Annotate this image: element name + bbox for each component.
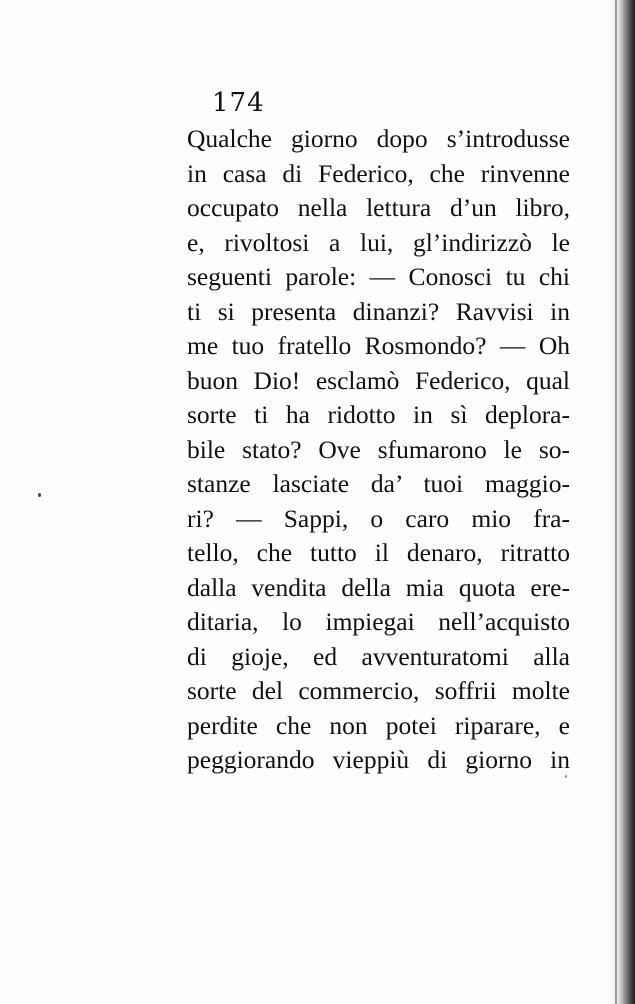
text-line: sorte del commercio, soffrii molte — [187, 676, 570, 705]
text-line: sorte ti ha ridotto in sì deplora- — [187, 400, 570, 429]
page-number: 174 — [212, 88, 265, 118]
paper-speck — [565, 775, 567, 778]
body-text — [187, 122, 570, 778]
page-edge-line — [615, 0, 617, 1004]
text-line: ri? — Sappi, o caro mio fra- — [187, 503, 570, 533]
text-line: stanze lasciate da’ tuoi maggio- — [187, 469, 570, 498]
text-line: Qualche giorno dopo s’introdusse — [187, 124, 570, 153]
text-line: seguenti parole: — Conosci tu chi — [187, 262, 570, 291]
text-line: peggiorando vieppiù di giorno in — [187, 745, 570, 774]
text-line: in casa di Federico, che rinvenne — [187, 158, 570, 188]
text-line: perdite che non potei riparare, e — [187, 710, 570, 740]
text-line: ti si presenta dinanzi? Ravvisi in — [187, 296, 570, 326]
text-line: di gioje, ed avventuratomi alla — [187, 641, 570, 671]
paper-speck — [38, 493, 41, 497]
text-line: buon Dio! esclamò Federico, qual — [187, 365, 570, 395]
page-edge-shadow — [609, 0, 635, 1004]
text-line: occupato nella lettura d’un libro, — [187, 193, 570, 222]
text-line: ditaria, lo impiegai nell’acquisto — [187, 607, 570, 636]
text-line: me tuo fratello Rosmondo? — Oh — [187, 331, 570, 360]
text-line: tello, che tutto il denaro, ritratto — [187, 538, 570, 567]
text-line: bile stato? Ove sfumarono le so- — [187, 434, 570, 464]
text-line: e, rivoltosi a lui, gl’indirizzò le — [187, 227, 570, 257]
text-line: dalla vendita della mia quota ere- — [187, 572, 570, 602]
